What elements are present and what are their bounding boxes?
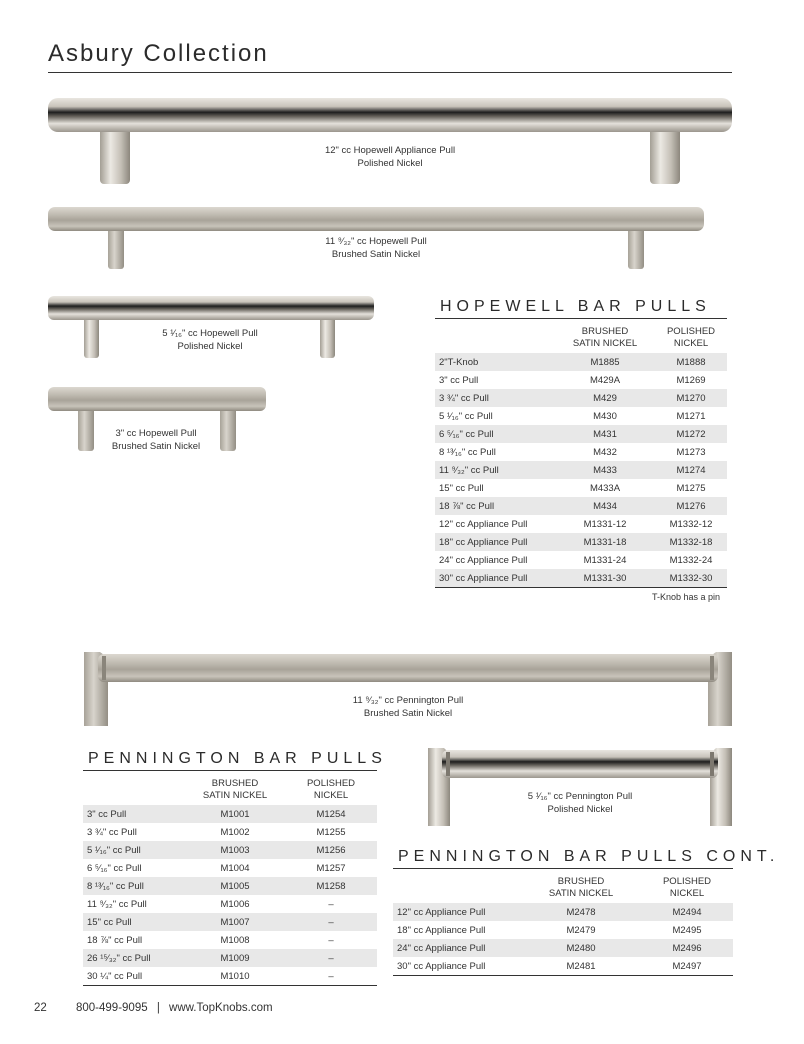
table-row — [83, 877, 377, 895]
brushed-sku-cell: M1001 — [185, 805, 285, 823]
table-header-row — [435, 326, 727, 353]
caption-line-1: 3" cc Hopewell Pull — [115, 428, 197, 439]
hopewell-section-divider — [435, 318, 727, 319]
table-row — [435, 371, 727, 389]
polished-sku-cell: M1332-12 — [669, 518, 713, 530]
polished-sku-cell: M1271 — [676, 410, 706, 422]
col-header-polished: POLISHED NICKEL — [306, 778, 356, 801]
brushed-sku-cell: M2480 — [521, 939, 641, 957]
table-row — [393, 939, 733, 957]
table-row — [435, 551, 727, 569]
table-header-row — [393, 876, 733, 903]
pennington-table — [83, 778, 377, 986]
col-header-brushed: BRUSHED SATIN NICKEL — [548, 876, 614, 899]
item-cell: 30 ¼" cc Pull — [87, 970, 143, 982]
table-row — [83, 895, 377, 913]
col-header-brushed: BRUSHED SATIN NICKEL — [572, 326, 638, 349]
brushed-sku-cell: M1331-12 — [583, 518, 627, 530]
brushed-sku-cell: M1002 — [220, 826, 250, 838]
item-cell: 5 ¹⁄₁₆" cc Pull — [83, 841, 185, 859]
caption-hopewell-pull-polished — [110, 327, 310, 353]
item-cell: 6 ⁵⁄₁₆" cc Pull — [435, 425, 555, 443]
pennington-section-divider — [83, 770, 377, 771]
table-row — [435, 515, 727, 533]
brushed-sku-cell: M1007 — [185, 913, 285, 931]
brushed-sku-cell: M1008 — [220, 934, 250, 946]
caption-hopewell-3in-pull — [56, 427, 256, 453]
collection-title: Asbury Collection — [48, 40, 269, 67]
polished-sku-cell: M1256 — [285, 841, 377, 859]
brushed-sku-cell: M1004 — [220, 862, 250, 874]
table-row — [435, 389, 727, 407]
item-cell: 8 ¹³⁄₁₆" cc Pull — [439, 446, 496, 458]
tknob-note: T-Knob has a pin — [651, 592, 720, 602]
polished-sku-cell: M1275 — [676, 482, 706, 494]
pennington-cont-section-title: PENNINGTON BAR PULLS CONT. — [398, 848, 780, 865]
polished-sku-cell: M1274 — [655, 461, 727, 479]
brushed-sku-cell: M432 — [593, 446, 617, 458]
item-cell: 18" cc Appliance Pull — [435, 533, 555, 551]
caption-line-1: 11 ⁹⁄₃₂" cc Hopewell Pull — [325, 236, 427, 247]
item-cell: 30" cc Appliance Pull — [435, 569, 555, 588]
pennington-cont-table — [393, 876, 733, 976]
caption-line-1: 11 ⁹⁄₃₂" cc Pennington Pull — [352, 695, 464, 706]
brushed-sku-cell: M2478 — [521, 903, 641, 921]
polished-sku-cell: – — [328, 970, 334, 982]
table-header-row — [83, 778, 377, 805]
table-row — [83, 967, 377, 986]
polished-sku-cell: M1272 — [655, 425, 727, 443]
caption-line-2: Brushed Satin Nickel — [331, 249, 421, 260]
table-row — [435, 479, 727, 497]
item-cell: 3 ¾" cc Pull — [87, 826, 137, 838]
brushed-sku-cell: M2479 — [566, 924, 596, 936]
polished-sku-cell: – — [285, 913, 377, 931]
item-cell: 18" cc Appliance Pull — [397, 924, 486, 936]
brushed-sku-cell: M429A — [589, 374, 621, 386]
item-cell: 11 ⁹⁄₃₂" cc Pull — [435, 461, 555, 479]
pennington-section-title: PENNINGTON BAR PULLS — [88, 750, 387, 767]
item-cell: 30" cc Appliance Pull — [397, 960, 486, 972]
col-header-polished: POLISHED NICKEL — [666, 326, 716, 349]
polished-sku-cell: M2495 — [672, 924, 702, 936]
table-row — [83, 823, 377, 841]
table-row — [435, 461, 727, 479]
polished-sku-cell: M2494 — [641, 903, 733, 921]
table-row — [435, 407, 727, 425]
brushed-sku-cell: M433A — [589, 482, 621, 494]
pennington-cont-section-divider — [393, 868, 733, 869]
polished-sku-cell: M1258 — [285, 877, 377, 895]
item-cell: 3 ¾" cc Pull — [435, 389, 555, 407]
item-cell: 2"T-Knob — [435, 353, 555, 371]
item-cell: 12" cc Appliance Pull — [439, 518, 528, 530]
item-cell: 24" cc Appliance Pull — [393, 939, 521, 957]
caption-line-2: Brushed Satin Nickel — [363, 708, 453, 719]
item-cell: 12" cc Appliance Pull — [393, 903, 521, 921]
polished-sku-cell: M1273 — [676, 446, 706, 458]
polished-sku-cell: M1257 — [316, 862, 346, 874]
caption-line-1: 12" cc Hopewell Appliance Pull — [324, 145, 456, 156]
brushed-sku-cell: M431 — [555, 425, 655, 443]
polished-sku-cell: M1254 — [285, 805, 377, 823]
table-row — [393, 903, 733, 921]
caption-line-2: Polished Nickel — [177, 341, 243, 352]
footer-separator: | — [156, 1002, 160, 1014]
polished-sku-cell: M2497 — [672, 960, 702, 972]
caption-line-2: Polished Nickel — [357, 158, 423, 169]
hopewell-table — [435, 326, 727, 588]
caption-pennington-pull-polished — [480, 790, 680, 816]
table-row — [83, 931, 377, 949]
item-cell: 18 ⅞" cc Pull — [435, 497, 555, 515]
item-cell: 24" cc Appliance Pull — [439, 554, 528, 566]
brushed-sku-cell: M433 — [555, 461, 655, 479]
item-cell: 26 ¹⁵⁄₃₂" cc Pull — [83, 949, 185, 967]
caption-hopewell-appliance-pull — [290, 144, 490, 170]
brushed-sku-cell: M1010 — [220, 970, 250, 982]
brushed-sku-cell: M430 — [593, 410, 617, 422]
item-cell: 5 ¹⁄₁₆" cc Pull — [439, 410, 493, 422]
title-divider — [48, 72, 732, 73]
table-row — [83, 841, 377, 859]
caption-line-2: Brushed Satin Nickel — [111, 441, 201, 452]
polished-sku-cell: – — [328, 934, 334, 946]
brushed-sku-cell: M1885 — [555, 353, 655, 371]
table-row — [83, 859, 377, 877]
page-number: 22 — [34, 1002, 47, 1014]
item-cell: 3" cc Pull — [439, 374, 479, 386]
brushed-sku-cell: M1006 — [220, 898, 250, 910]
brushed-sku-cell: M429 — [555, 389, 655, 407]
brushed-sku-cell: M2481 — [566, 960, 596, 972]
hopewell-appliance-pull-image — [48, 96, 734, 188]
polished-sku-cell: M2496 — [641, 939, 733, 957]
polished-sku-cell: M1888 — [655, 353, 727, 371]
item-cell: 18 ⅞" cc Pull — [87, 934, 143, 946]
caption-pennington-pull-brushed — [308, 694, 508, 720]
table-row — [435, 569, 727, 588]
brushed-sku-cell: M1331-30 — [555, 569, 655, 588]
item-cell: 6 ⁵⁄₁₆" cc Pull — [87, 862, 142, 874]
brushed-sku-cell: M1331-24 — [583, 554, 627, 566]
table-row — [83, 805, 377, 823]
table-row — [393, 957, 733, 976]
table-row — [435, 497, 727, 515]
polished-sku-cell: M1255 — [316, 826, 346, 838]
caption-line-1: 5 ¹⁄₁₆" cc Pennington Pull — [527, 791, 633, 802]
website-link[interactable]: www.TopKnobs.com — [169, 1002, 273, 1014]
table-row — [435, 533, 727, 551]
phone-number: 800-499-9095 — [76, 1002, 148, 1014]
item-cell: 15" cc Pull — [83, 913, 185, 931]
page-footer — [34, 1002, 273, 1014]
polished-sku-cell: M1332-30 — [655, 569, 727, 588]
brushed-sku-cell: M1009 — [185, 949, 285, 967]
caption-line-1: 5 ¹⁄₁₆" cc Hopewell Pull — [162, 328, 258, 339]
polished-sku-cell: M1332-18 — [655, 533, 727, 551]
table-row — [435, 353, 727, 371]
caption-hopewell-pull-brushed — [276, 235, 476, 261]
brushed-sku-cell: M1331-18 — [555, 533, 655, 551]
table-row — [393, 921, 733, 939]
polished-sku-cell: M1332-24 — [669, 554, 713, 566]
item-cell: 15" cc Pull — [439, 482, 484, 494]
item-cell: 11 ⁹⁄₃₂" cc Pull — [87, 898, 147, 910]
caption-line-2: Polished Nickel — [547, 804, 613, 815]
item-cell: 3" cc Pull — [83, 805, 185, 823]
col-header-polished: POLISHED NICKEL — [662, 876, 712, 899]
hopewell-section-title: HOPEWELL BAR PULLS — [440, 298, 711, 315]
polished-sku-cell: – — [328, 898, 334, 910]
polished-sku-cell: M1276 — [655, 497, 727, 515]
polished-sku-cell: M1270 — [655, 389, 727, 407]
table-row — [435, 443, 727, 461]
col-header-brushed: BRUSHED SATIN NICKEL — [202, 778, 268, 801]
polished-sku-cell: M1269 — [676, 374, 706, 386]
brushed-sku-cell: M434 — [555, 497, 655, 515]
item-cell: 8 ¹³⁄₁₆" cc Pull — [83, 877, 185, 895]
table-row — [83, 913, 377, 931]
brushed-sku-cell: M1003 — [185, 841, 285, 859]
brushed-sku-cell: M1005 — [185, 877, 285, 895]
table-row — [435, 425, 727, 443]
table-row — [83, 949, 377, 967]
polished-sku-cell: – — [285, 949, 377, 967]
